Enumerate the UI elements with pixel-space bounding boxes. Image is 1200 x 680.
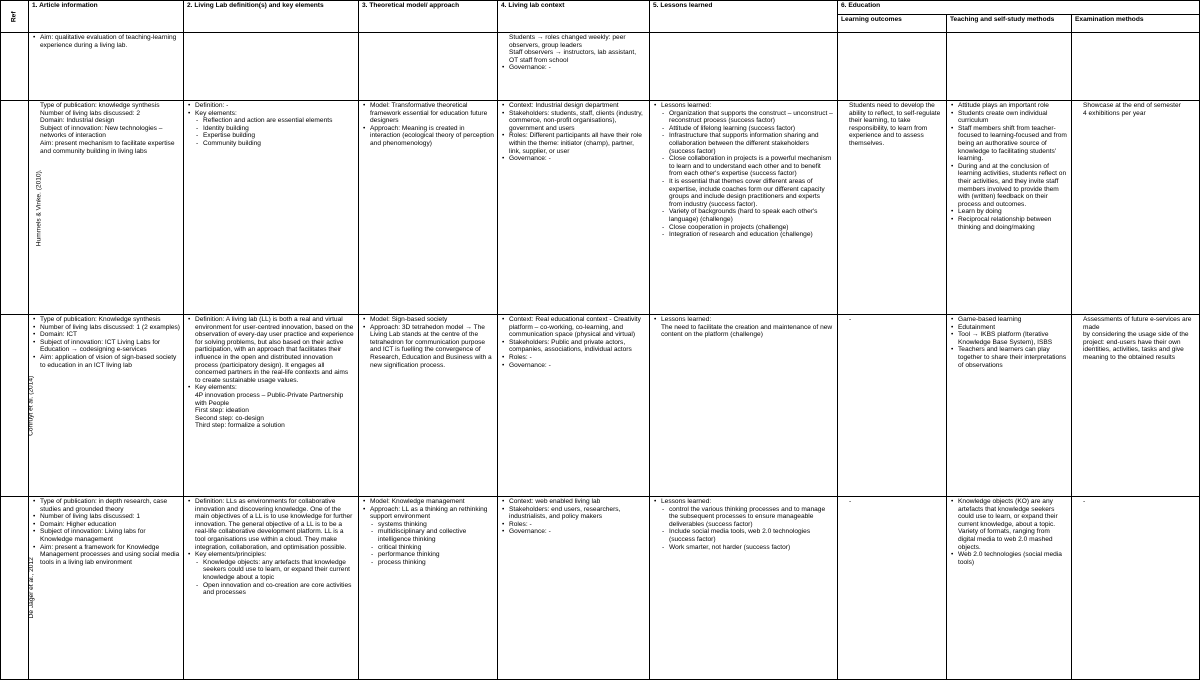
ref-label: Hummels & Vinke. (2010). — [35, 169, 43, 246]
header-row — [1, 1, 1200, 15]
living-lab-context-cell — [498, 33, 650, 101]
list-item: • Type of publication: Knowledge synthesis — [32, 316, 180, 324]
list-item: • Context: web enabled living lab — [501, 498, 646, 506]
list-item: Showcase at the end of semester — [1083, 102, 1181, 109]
list-item: • Learn by doing — [950, 208, 1068, 216]
examination-methods-cell — [1072, 101, 1200, 315]
list-item: • Domain: Higher education — [32, 521, 180, 529]
learning-outcomes-header: Learning outcomes — [838, 15, 947, 33]
list-item: • Approach: Meaning is created in interaction (ecological theory of perception and phenomenology) — [362, 125, 494, 148]
list-item: • Key elements: — [187, 384, 355, 392]
learning-outcomes-cell — [838, 315, 947, 497]
lessons-learned-cell — [650, 497, 838, 680]
list-item: • Tool → IKBS platform (Iterative Knowledge Base System), ISBS — [950, 331, 1068, 346]
list-item: • Edutainment — [950, 324, 1068, 332]
list-item: by considering the usage side of the project: end-users have their own identities, activities, tasks and give meaning to the obtained results — [1083, 331, 1189, 361]
ref-label: De Jager et al., 2012 — [27, 557, 35, 619]
list-item: • Definition: - — [187, 102, 355, 110]
learning-outcomes-cell — [838, 497, 947, 680]
list-item: Students need to develop the ability to reflect, to self-regulate their learning, to take responsibility, to learn from experience and to assess themselves. — [849, 102, 941, 147]
table-row — [1, 101, 1200, 315]
examination-methods-cell — [1072, 497, 1200, 680]
living-lab-context-header: 4. Living lab context — [498, 1, 650, 33]
list-item: • Stakeholders: students, staff, clients (industry, commerce, non-profit organisations), government and users — [501, 110, 646, 133]
list-item: - performance thinking — [362, 551, 494, 559]
list-item: Students → roles changed weekly: peer observers, group leaders — [509, 34, 626, 49]
list-item: - Include social media tools, web 2.0 technologies (success factor) — [653, 528, 834, 543]
ref-cell — [1, 101, 43, 315]
list-item: 4 exhibitions per year — [1083, 109, 1146, 117]
list-item: • Subject of innovation: Living labs for Knowledge management — [32, 528, 180, 543]
list-item: • Number of living labs discussed: 1 (2 examples) — [32, 324, 180, 332]
list-item: - Community building — [187, 140, 355, 148]
list-item: - Integration of research and education (challenge) — [653, 231, 834, 239]
list-item: Aim: present mechanism to facilitate expertise and community building in living labs — [40, 139, 175, 155]
list-item: • Governance: - — [501, 155, 646, 163]
list-item: - Variety of backgrounds (hard to speak each other's language) (challenge) — [653, 208, 834, 223]
living-lab-context-cell — [498, 497, 650, 680]
list-item: - Attitude of lifelong learning (success factor) — [653, 125, 834, 133]
table-row — [1, 497, 1200, 680]
list-item: • Governance: - — [501, 64, 646, 72]
examination-methods-cell — [1072, 315, 1200, 497]
living-lab-definition-header: 2. Living Lab definition(s) and key elements — [184, 1, 359, 33]
list-item: • Subject of innovation: ICT Living Labs for Education → codesigning e-services — [32, 339, 180, 354]
list-item: • Teachers and learners can play together to share their interpretations of observations — [950, 346, 1068, 369]
list-item: - Organization that supports the construct – unconstruct – reconstruct process (success factor) — [653, 110, 834, 125]
list-item: • Reciprocal relationship between thinking and doing/making — [950, 216, 1068, 231]
list-item: • Roles: - — [501, 521, 646, 529]
list-item: • Game-based learning — [950, 316, 1068, 324]
theoretical-model-cell — [359, 315, 498, 497]
list-item: • Definition: LLs as environments for collaborative innovation and discovering knowledge. One of the main objectives of a LL is to use knowledge for further innovation. The general objective of a LL is to be a real-life collaborative development platform. LL is a tool organisations use within a cloud. They make integration, collaboration, and optimisation possible. — [187, 498, 355, 551]
list-item: - Open innovation and co-creation are core activities and processes — [187, 582, 355, 597]
list-item: - control the various thinking processes and to manage the subsequent processes to ensure manageable deliverables (success factor) — [653, 506, 834, 529]
list-item: Domain: Industrial design — [40, 117, 115, 125]
list-item: - Close cooperation in projects (challenge) — [653, 224, 834, 232]
list-item: • Stakeholders: Public and private actors, companies, associations, individual actors — [501, 339, 646, 354]
living-lab-context-cell — [498, 315, 650, 497]
lessons-learned-header: 5. Lessons learned — [650, 1, 838, 33]
list-item: Variety of formats, ranging from digital media to web 2.0 mashed objects. — [958, 528, 1053, 551]
list-item: • Model: Sign-based society — [362, 316, 494, 324]
list-item: • Model: Transformative theoretical framework essential for education future designers — [362, 102, 494, 125]
list-item: - — [849, 498, 852, 505]
list-item: Second step: co-design — [195, 414, 264, 422]
list-item: • Key elements/principles: — [187, 551, 355, 559]
theoretical-model-cell — [359, 497, 498, 680]
theoretical-model-cell — [359, 33, 498, 101]
list-item: • Context: Real educational context - Creativity platform – co-working, co-learning, and communication space (physical and virtual) — [501, 316, 646, 339]
list-item: - It is essential that themes cover different areas of expertise, include coaches form our different capacity groups and include design practitioners and experts from industry (success factor). — [653, 178, 834, 208]
list-item: • During and at the conclusion of learning activities, students reflect on their activities, and they invite staff members involved to provide them with (written) feedback on their process and outcomes. — [950, 163, 1068, 209]
list-item: • Context: Industrial design department — [501, 102, 646, 110]
table-row — [1, 33, 1200, 101]
living-lab-definition-cell — [184, 497, 359, 680]
list-item: - — [1083, 498, 1086, 505]
teaching-methods-cell — [947, 497, 1072, 680]
list-item: 4P innovation process – Public-Private Partnership with People — [195, 391, 344, 407]
living-lab-definition-cell — [184, 101, 359, 315]
list-item: • Roles: - — [501, 354, 646, 362]
learning-outcomes-cell — [838, 101, 947, 315]
living-lab-definition-cell — [184, 33, 359, 101]
list-item: - Knowledge objects: any artefacts that knowledge seekers could use to learn, or expand their current knowledge about a topic — [187, 559, 355, 582]
examination-methods-header: Examination methods — [1072, 15, 1200, 33]
list-item: - Work smarter, not harder (success factor) — [653, 544, 834, 552]
list-item: • Knowledge objects (KO) are any artefacts that knowledge seekers could use to learn, or expand their current knowledge, about a topic. — [950, 498, 1068, 528]
list-item: Type of publication: knowledge synthesis — [40, 102, 160, 109]
list-item: - Infrastructure that supports information sharing and collaboration between the different stakeholders (success factor) — [653, 132, 834, 155]
list-item: Staff observers → instructors, lab assistant, OT staff from school — [509, 49, 637, 64]
learning-outcomes-cell — [838, 33, 947, 101]
list-item: • Model: Knowledge management — [362, 498, 494, 506]
lessons-learned-cell — [650, 315, 838, 497]
list-item: The need to facilitate the creation and maintenance of new content on the platform (challenge) — [661, 323, 833, 339]
article-info-cell — [29, 33, 184, 101]
article-info-cell — [29, 497, 184, 680]
ref-label: Conruyt et al. (2014) — [27, 375, 35, 436]
list-item: • Lessons learned: — [653, 316, 834, 324]
list-item: - Close collaboration in projects is a powerful mechanism to learn and to understand each other and to benefit from each other's expertise (success factor) — [653, 155, 834, 178]
list-item: • Aim: qualitative evaluation of teaching-learning experience during a living lab. — [32, 34, 180, 49]
list-item: • Governance: - — [501, 528, 646, 536]
living-lab-definition-cell — [184, 315, 359, 497]
list-item: Subject of innovation: New technologies – networks of interaction — [40, 124, 163, 140]
list-item: • Approach: LL as a thinking an rethinking support environment — [362, 506, 494, 521]
list-item: • Web 2.0 technologies (social media tools) — [950, 551, 1068, 566]
list-item: • Lessons learned: — [653, 498, 834, 506]
ref-cell — [1, 497, 35, 680]
list-item: • Number of living labs discussed: 1 — [32, 513, 180, 521]
article-info-cell — [29, 315, 184, 497]
list-item: - — [849, 316, 852, 323]
lessons-learned-cell — [650, 33, 838, 101]
ref-header: Ref — [1, 1, 29, 33]
list-item: • Definition: A living lab (LL) is both a real and virtual environment for user-centred innovation, based on the observation of every-day user practice and experience for solving problems, but also based on their active participation, with an approach that facilitates their influence in the open and distributed innovation process (participatory design). It engages all concerned partners in the real-life contexts and aims to create sustainable usage values. — [187, 316, 355, 384]
list-item: First step: ideation — [195, 407, 249, 415]
ref-cell — [1, 315, 35, 497]
ref-cell — [1, 33, 29, 101]
teaching-methods-cell — [947, 101, 1072, 315]
list-item: • Lessons learned: — [653, 102, 834, 110]
list-item: • Approach: 3D tetrahedon model → The Living Lab stands at the centre of the tetrahedron for communication purpose and ICT is fuelling the convergence of Research, Education and Business with a new signification process. — [362, 324, 494, 370]
list-item: • Key elements: — [187, 110, 355, 118]
list-item: • Aim: present a framework for Knowledge Management processes and using social media tools in a living lab environment — [32, 544, 180, 567]
teaching-methods-cell — [947, 315, 1072, 497]
list-item: Third step: formalize a solution — [195, 422, 285, 430]
lessons-learned-cell — [650, 101, 838, 315]
list-item: • Attitude plays an important role — [950, 102, 1068, 110]
education-header: 6. Education — [838, 1, 1200, 15]
teaching-methods-header: Teaching and self-study methods — [947, 15, 1072, 33]
list-item: - Expertise building — [187, 132, 355, 140]
list-item: - critical thinking — [362, 544, 494, 552]
list-item: • Roles: Different participants all have their role within the theme: initiator (champ), partner, link, supplier, or user — [501, 132, 646, 155]
list-item: • Students create own individual curriculum — [950, 110, 1068, 125]
examination-methods-cell — [1072, 33, 1200, 101]
theoretical-model-header: 3. Theoretical model/ approach — [359, 1, 498, 33]
list-item: • Type of publication: in depth research, case studies and grounded theory — [32, 498, 180, 513]
list-item: - systems thinking — [362, 521, 494, 529]
article-info-cell — [29, 101, 184, 315]
list-item: - Identity building — [187, 125, 355, 133]
list-item: - multidisciplinary and collective intelligence thinking — [362, 528, 494, 543]
teaching-methods-cell — [947, 33, 1072, 101]
list-item: - Reflection and action are essential elements — [187, 117, 355, 125]
theoretical-model-cell — [359, 101, 498, 315]
list-item: • Governance: - — [501, 362, 646, 370]
list-item: - process thinking — [362, 559, 494, 567]
living-lab-context-cell — [498, 101, 650, 315]
list-item: • Domain: ICT — [32, 331, 180, 339]
list-item: • Stakeholders: end users, researchers, industrialists, and policy makers — [501, 506, 646, 521]
list-item: Number of living labs discussed: 2 — [40, 109, 141, 117]
article-info-header: 1. Article information — [29, 1, 184, 33]
list-item: • Staff members shift from teacher-focused to learning-focused and from being an authorative source of knowledge to facilitating students' learning. — [950, 125, 1068, 163]
table-row — [1, 315, 1200, 497]
list-item: • Aim: application of vision of sign-based society to education in an ICT living lab — [32, 354, 180, 369]
list-item: Assessments of future e-services are made — [1083, 316, 1192, 331]
